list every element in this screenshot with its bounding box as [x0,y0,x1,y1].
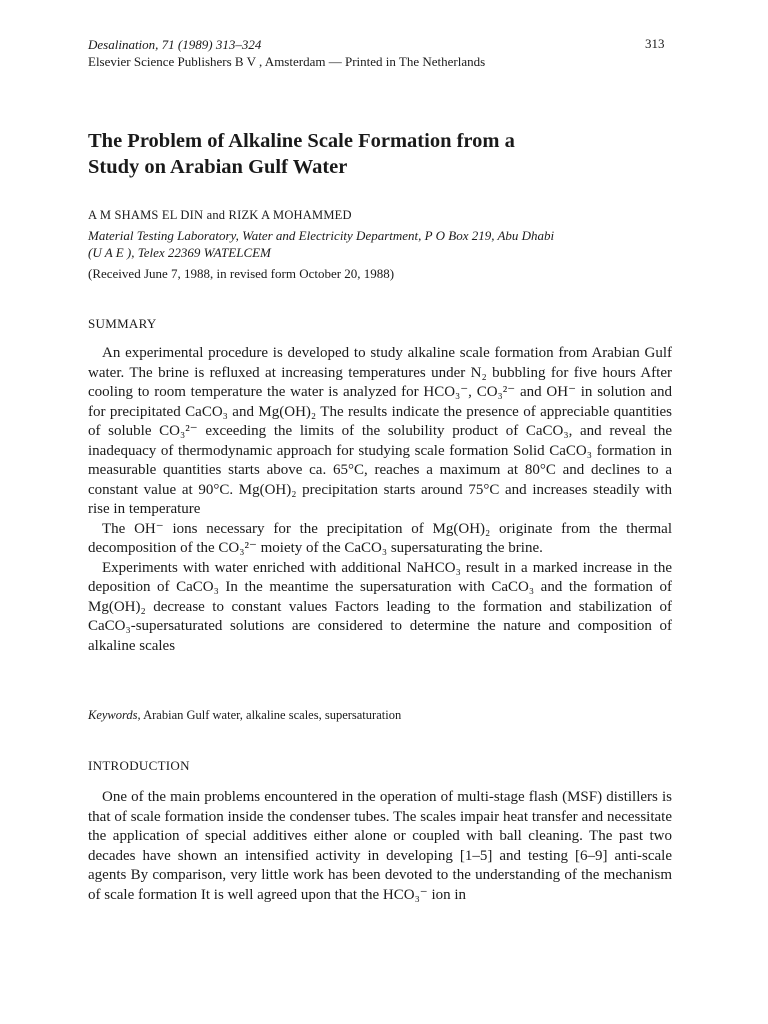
introduction-heading: INTRODUCTION [88,758,190,773]
introduction-paragraph: One of the main problems encountered in the operation of multi-stage flash (MSF) distillers is that of scale formation inside the condenser tubes. The scales impair heat transfer and necessitate the application of special additives either alone or coupled with ball cleaning. The past two decades have shown an intensified activity in developing [1–5] and testing [6–9] anti-scale agents By comparison, very little work has been devoted to the understanding of the mechanism of scale formation It is well agreed upon that the HCO₃⁻ ion in [88,789,672,903]
summary-body [88,344,672,656]
summary-paragraph: The OH⁻ ions necessary for the precipitation of Mg(OH)₂ originate from the thermal decomposition of the CO₃²⁻ moiety of the CaCO₃ supersaturating the brine. [88,520,672,556]
article-title [88,128,688,180]
received-date: (Received June 7, 1988, in revised form October 20, 1988) [88,266,395,281]
publisher-line: Elsevier Science Publishers B V , Amsterdam — Printed in The Netherlands [88,54,486,69]
keywords-label: Keywords, [88,708,141,722]
summary-paragraph: Experiments with water enriched with additional NaHCO₃ result in a marked increase in the deposition of CaCO₃ In the meantime the supersaturation with CaCO₃ and the formation of Mg(OH)₂ decrease to constant values Factors leading to the formation and stabilization of CaCO₃-supersaturated solutions are considered to determine the nature and composition of alkaline scales [88,559,672,654]
title-line-1: The Problem of Alkaline Scale Formation from a [88,130,515,152]
page-number: 313 [645,36,665,51]
keywords [88,708,401,723]
authors: A M SHAMS EL DIN and RIZK A MOHAMMED [88,208,352,222]
affiliation [88,227,688,261]
summary-paragraph: An experimental procedure is developed to study alkaline scale formation from Arabian Gulf water. The brine is refluxed at increasing temperatures under N₂ bubbling for five hours After cooling to room temperature the water is analyzed for HCO₃⁻, CO₃²⁻ and OH⁻ in solution and for precipitated CaCO₃ and Mg(OH)₂ The results indicate the presence of appreciable quantities of soluble CO₃²⁻ exceeding the limits of the solubility product of CaCO₃, and reveal the inadequacy of thermodynamic approach for studying scale formation Solid CaCO₃ formation in measurable quantities starts above ca. 65°C, reaches a maximum at 80°C and declines to a constant value at 90°C. Mg(OH)₂ precipitation starts around 75°C and increases steadily with rise in temperature [88,345,672,517]
affiliation-line-2: (U A E ), Telex 22369 WATELCEM [88,245,271,260]
journal-header [88,36,485,70]
introduction-body [88,788,672,905]
summary-heading: SUMMARY [88,316,157,331]
title-line-2: Study on Arabian Gulf Water [88,156,348,178]
keywords-list: Arabian Gulf water, alkaline scales, supersaturation [143,708,402,722]
affiliation-line-1: Material Testing Laboratory, Water and Electricity Department, P O Box 219, Abu Dhabi [88,228,555,243]
journal-citation: Desalination, 71 (1989) 313–324 [88,37,262,52]
